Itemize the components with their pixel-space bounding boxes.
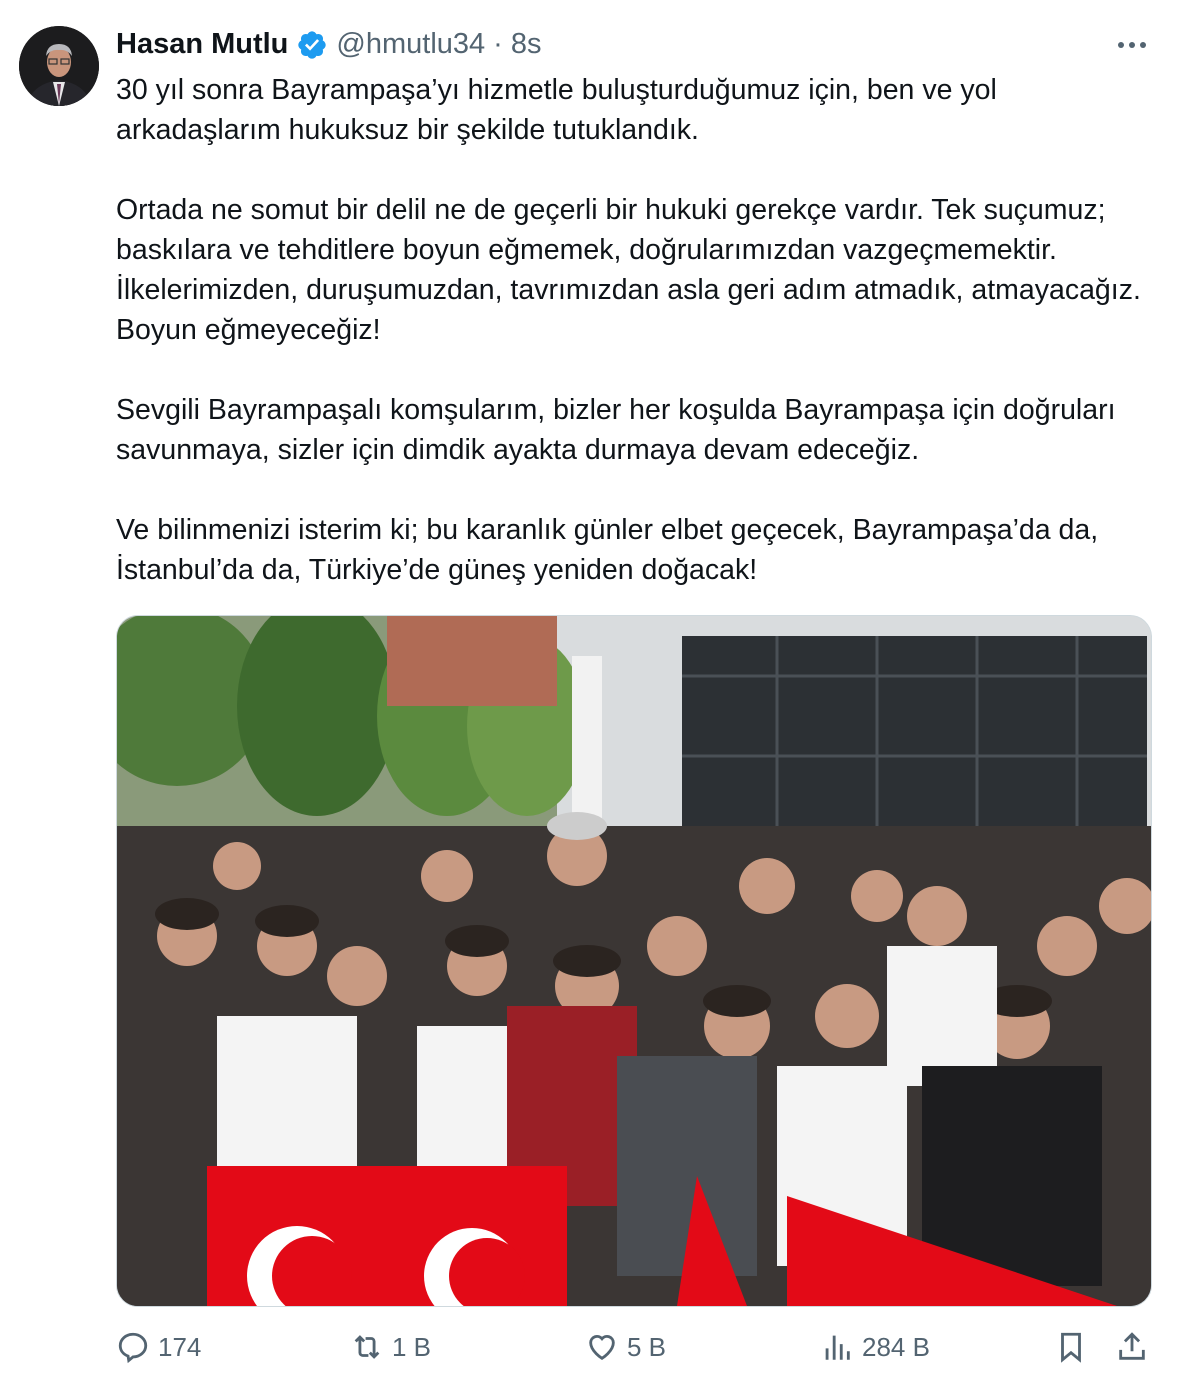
repost-count: 1 B	[392, 1331, 432, 1362]
tweet-header	[116, 28, 541, 61]
like-button[interactable]	[585, 1330, 666, 1364]
tweet-time[interactable]: 8s	[510, 28, 542, 60]
bookmark-button[interactable]	[1054, 1330, 1096, 1364]
reply-count: 174	[158, 1331, 202, 1362]
like-count: 5 B	[627, 1331, 667, 1362]
share-icon	[1115, 1330, 1149, 1364]
repost-button[interactable]	[350, 1330, 431, 1364]
repost-icon	[350, 1330, 384, 1364]
reply-button[interactable]	[116, 1330, 201, 1364]
views-count: 284 B	[862, 1331, 930, 1362]
share-button[interactable]	[1115, 1330, 1157, 1364]
author-name[interactable]: Hasan Mutlu	[116, 28, 289, 60]
crowd-photo	[117, 616, 1151, 1306]
avatar[interactable]	[19, 26, 99, 106]
bookmark-icon	[1054, 1330, 1088, 1364]
tweet-photo[interactable]	[116, 615, 1152, 1307]
heart-icon	[585, 1330, 619, 1364]
tweet-actions	[0, 1330, 1184, 1374]
tweet-text: 30 yıl sonra Bayrampaşa’yı hizmetle buluşturduğumuz için, ben ve yol arkadaşlarım hukuksuz bir şekilde tutuklandık. Ortada ne somut bir delil ne de geçerli bir hukuki gerekçe vardır. Tek suçumuz; baskılara ve tehditlere boyun eğmemek, doğrularımızdan vazgeçmemektir. İlkelerimizden, duruşumuzdan, tavrımızdan asla geri adım atmadık, atmayacağız. Boyun eğmeyeceğiz! Sevgili Bayrampaşalı komşularım, bizler her koşulda Bayrampaşa için doğruları savunmaya, sizler için dimdik ayakta durmaya devam edeceğiz. Ve bilinmenizi isterim ki; bu karanlık günler elbet geçecek, Bayrampaşa’da da, İstanbul’da da, Türkiye’de güneş yeniden doğacak!	[116, 74, 1141, 586]
verified-badge-icon[interactable]	[296, 29, 328, 61]
views-button[interactable]	[820, 1330, 930, 1364]
author-handle[interactable]: @hmutlu34	[336, 28, 486, 60]
views-chart-icon	[820, 1330, 854, 1364]
avatar-photo	[19, 26, 99, 106]
separator: ·	[493, 28, 503, 60]
reply-icon	[116, 1330, 150, 1364]
more-options-icon[interactable]	[1114, 30, 1150, 60]
